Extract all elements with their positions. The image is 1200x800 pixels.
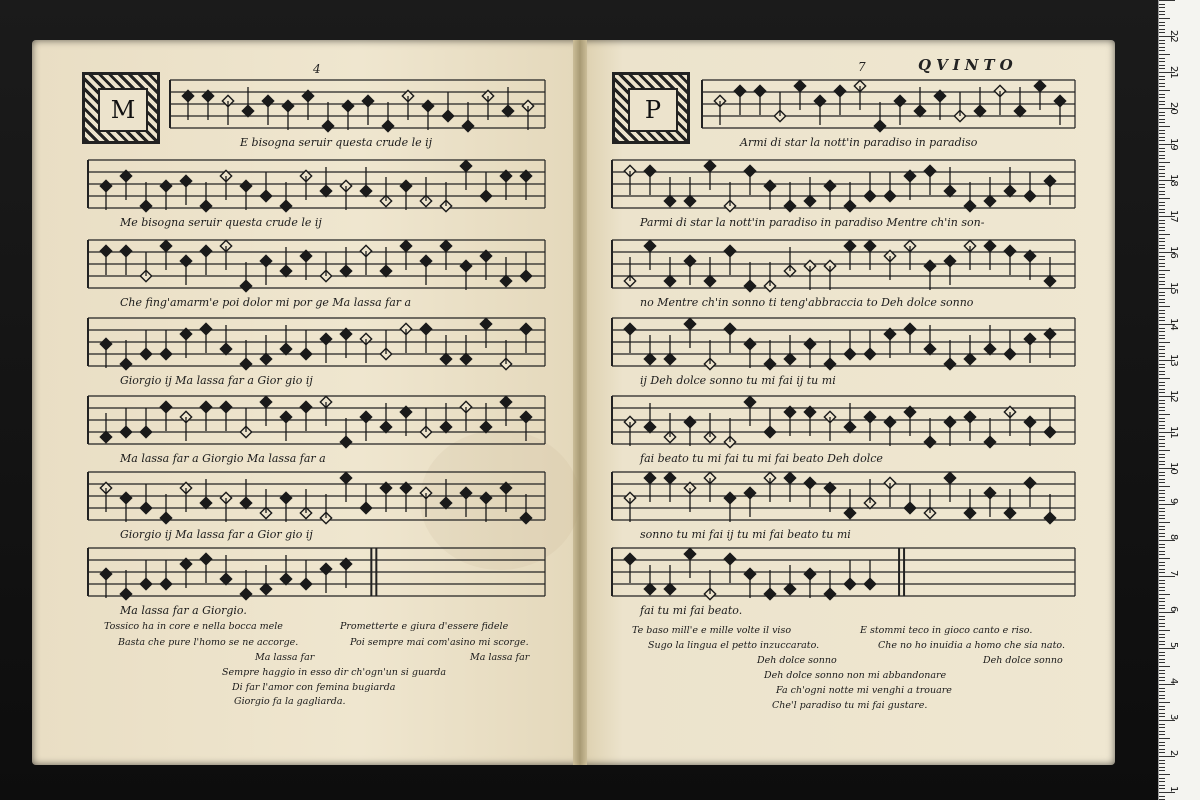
ruler-tick [1159,270,1170,271]
ruler-tick [1159,565,1165,566]
ruler-tick [1159,61,1165,62]
ruler-tick [1159,634,1165,635]
ruler-tick [1159,389,1165,390]
ruler-tick [1159,601,1165,602]
ruler-tick [1159,623,1165,624]
ruler-number: 20 [1168,102,1179,115]
ruler-tick [1159,641,1165,642]
ruler-tick [1159,526,1165,527]
ruler-tick [1159,54,1170,55]
ruler-tick [1159,533,1165,534]
ruler-tick [1159,680,1165,681]
ruler-tick [1159,18,1170,19]
left-page-number: 4 [313,62,321,76]
ruler-tick [1159,191,1165,192]
ruler-tick [1159,155,1165,156]
ruler-number: 10 [1168,462,1179,475]
ruler-number: 9 [1168,498,1179,505]
ruler-number: 7 [1168,570,1179,577]
ruler-tick [1159,666,1170,667]
ruler-tick [1159,162,1170,163]
ruler-tick [1159,605,1165,606]
ruler-tick [1159,652,1165,653]
ruler-tick [1159,608,1165,609]
ruler-number: 12 [1168,390,1179,403]
ruler-tick [1159,263,1165,264]
ruler-tick [1159,403,1165,404]
ruler-tick [1159,43,1165,44]
ruler-tick [1159,587,1165,588]
lyric-line: E bisogna seruir questa crude le ij [240,136,433,149]
ruler-tick [1159,292,1165,293]
ruler-tick [1159,544,1165,545]
ruler-tick [1159,500,1165,501]
lyric-line: sonno tu mi fai ij tu mi fai beato tu mi [640,528,851,541]
verse-line: Di far l'amor con femina bugiarda [232,682,396,693]
ruler-tick [1159,486,1170,487]
ruler-tick [1159,299,1165,300]
ruler-tick [1159,619,1165,620]
ruler-tick [1159,472,1165,473]
right-page-number: 7 [858,60,866,74]
ruler-tick [1159,32,1165,33]
verse-line: Deh dolce sonno [757,655,837,666]
ruler-tick [1159,248,1165,249]
ruler-tick [1159,295,1165,296]
ruler-tick [1159,414,1170,415]
ruler-tick [1159,774,1170,775]
verse-line: Ma lassa far [470,652,530,663]
ruler-tick [1159,659,1165,660]
ruler-tick [1159,176,1165,177]
ruler-tick [1159,457,1165,458]
ruler-number: 6 [1168,606,1179,613]
ruler-tick [1159,122,1165,123]
lyric-line: Giorgio ij Ma lassa far a Gior gio ij [120,374,313,387]
ruler-tick [1159,367,1165,368]
ruler-tick [1159,439,1165,440]
ruler-tick [1159,461,1165,462]
ruler-tick [1159,245,1165,246]
ruler-tick [1159,310,1165,311]
ruler-tick [1159,713,1165,714]
ruler-number: 8 [1168,534,1179,541]
ruler-tick [1159,4,1165,5]
lyric-line: fai beato tu mi fai tu mi fai beato Deh dolce [640,452,883,465]
ruler-tick [1159,479,1165,480]
ruler-tick [1159,166,1165,167]
lyric-line: Me bisogna seruir questa crude le ij [120,216,322,229]
ruler-tick [1159,644,1165,645]
ruler-tick [1159,47,1165,48]
ruler-tick [1159,328,1165,329]
ruler-tick [1159,227,1165,228]
ruler-tick [1159,490,1165,491]
ruler-number: 18 [1168,174,1179,187]
ruler-tick [1159,522,1170,523]
ruler-tick [1159,738,1170,739]
ruler-tick [1159,277,1165,278]
ruler-tick [1159,695,1165,696]
verse-line: Tossico ha in core e nella bocca mele [104,621,283,632]
ruler-tick [1159,241,1165,242]
ruler-tick [1159,749,1165,750]
ruler-tick [1159,115,1165,116]
ruler-tick [1159,731,1165,732]
lyric-line: Ma lassa far a Giorgio. [120,604,247,617]
ruler-tick [1159,443,1165,444]
ruler-tick [1159,209,1165,210]
ruler-tick [1159,184,1165,185]
ruler-tick [1159,724,1165,725]
ruler-tick [1159,58,1165,59]
ruler-number: 17 [1168,210,1179,223]
ruler-tick [1159,475,1165,476]
lyric-line: Parmi di star la nott'in paradiso in paradiso Mentre ch'in son- [640,216,985,229]
ruler-tick [1159,482,1165,483]
ruler-tick [1159,364,1165,365]
ruler-tick [1159,202,1165,203]
ruler-tick [1159,788,1165,789]
ruler-tick [1159,778,1165,779]
ruler-number: 21 [1168,66,1179,79]
ruler-tick [1159,785,1165,786]
ruler-tick [1159,518,1165,519]
ruler-tick [1159,421,1165,422]
ruler-tick [1159,580,1165,581]
ruler-tick [1159,598,1165,599]
ruler-tick [1159,104,1165,105]
ruler-tick [1159,734,1165,735]
ruler-tick [1159,796,1165,797]
ruler-tick [1159,626,1165,627]
ruler-number: 2 [1168,750,1179,757]
ruler-tick [1159,284,1165,285]
ruler-tick [1159,702,1170,703]
ruler-tick [1159,616,1165,617]
ruler-tick [1159,130,1165,131]
lyric-line: Giorgio ij Ma lassa far a Gior gio ij [120,528,313,541]
ruler-tick [1159,40,1165,41]
ruler-tick [1159,158,1165,159]
ruler-tick [1159,126,1170,127]
ruler-tick [1159,655,1165,656]
ruler-tick [1159,709,1165,710]
ruler-tick [1159,752,1165,753]
ruler-tick [1159,137,1165,138]
ruler-tick [1159,385,1165,386]
ruler-tick [1159,148,1165,149]
ruler-tick [1159,515,1165,516]
ruler-tick [1159,551,1165,552]
ruler-tick [1159,767,1165,768]
ruler-tick [1159,706,1165,707]
ruler-tick [1159,400,1165,401]
ruler-tick [1159,378,1170,379]
ruler-tick [1159,173,1165,174]
ruler-tick [1159,331,1165,332]
lyric-line: fai tu mi fai beato. [640,604,743,617]
ruler-tick [1159,112,1165,113]
ruler-tick [1159,234,1170,235]
lyric-line: no Mentre ch'in sonno ti teng'abbraccia to Deh dolce sonno [640,296,974,309]
ruler-tick [1159,691,1165,692]
ruler-number: 19 [1168,138,1179,151]
part-title: QVINTO [918,56,1018,74]
initial-letter-right: P [628,88,678,132]
verse-line: Te baso mill'e e mille volte il viso [632,625,792,636]
ruler-tick [1159,97,1165,98]
ruler-tick [1159,536,1165,537]
ruler-tick [1159,338,1165,339]
ruler-tick [1159,630,1170,631]
ruler-tick [1159,256,1165,257]
ruler-tick [1159,511,1165,512]
ruler-tick [1159,418,1165,419]
ruler-tick [1159,382,1165,383]
ruler-tick [1159,590,1165,591]
ruler-tick [1159,716,1165,717]
ruler-tick [1159,677,1165,678]
ruler-tick [1159,464,1165,465]
ruler-number: 16 [1168,246,1179,259]
ruler-tick [1159,356,1165,357]
ruler-tick [1159,353,1165,354]
verse-line: Ma lassa far [255,652,315,663]
ruler-tick [1159,450,1170,451]
ruler-tick [1159,454,1165,455]
ruler-tick [1159,230,1165,231]
ruler-tick [1159,497,1165,498]
ruler-tick [1159,140,1165,141]
verse-line: Che no ho inuidia a homo che sia nato. [878,640,1065,651]
ruler-tick [1159,281,1165,282]
ruler-tick [1159,94,1165,95]
ruler-tick [1159,508,1165,509]
ruler-tick [1159,50,1165,51]
ruler-tick [1159,637,1165,638]
ruler-tick [1159,313,1165,314]
ruler-number: 1 [1168,786,1179,793]
ruler-tick [1159,554,1165,555]
ruler-tick [1159,410,1165,411]
ruler-tick [1159,25,1165,26]
ruler-number: 3 [1168,714,1179,721]
lyric-line: Che fing'amarm'e poi dolor mi por ge Ma lassa far a [120,296,412,309]
ruler-tick [1159,7,1165,8]
verse-line: Che'l paradiso tu mi fai gustare. [772,700,928,711]
ruler-tick [1159,223,1165,224]
ruler-tick [1159,547,1165,548]
ruler-number: 5 [1168,642,1179,649]
ruler-tick [1159,320,1165,321]
ruler-tick [1159,407,1165,408]
ruler-tick [1159,22,1165,23]
ruler-tick [1159,11,1165,12]
measuring-ruler [1158,0,1200,800]
verse-line: Deh dolce sonno non mi abbandonare [764,670,947,681]
ruler-tick [1159,346,1165,347]
ruler-tick [1159,572,1165,573]
ruler-tick [1159,688,1165,689]
ruler-number: 11 [1168,426,1179,439]
ruler-tick [1159,83,1165,84]
ruler-tick [1159,594,1170,595]
ruler-tick [1159,0,1175,1]
ruler-tick [1159,562,1165,563]
verse-line: Basta che pure l'homo se ne accorge. [118,637,299,648]
ruler-tick [1159,302,1165,303]
ruler-tick [1159,187,1165,188]
initial-letter-left: M [98,88,148,132]
verse-line: Prometterte e giura d'essere fidele [340,621,509,632]
ruler-number: 22 [1168,30,1179,43]
ruler-tick [1159,86,1165,87]
ruler-tick [1159,212,1165,213]
ruler-tick [1159,392,1165,393]
ruler-tick [1159,436,1165,437]
ruler-number: 15 [1168,282,1179,295]
ruler-tick [1159,558,1170,559]
ruler-tick [1159,266,1165,267]
ruler-tick [1159,14,1165,15]
verse-line: Giorgio fa la gagliarda. [234,696,346,707]
ruler-tick [1159,781,1165,782]
ruler-tick [1159,198,1170,199]
ruler-tick [1159,583,1165,584]
ruler-tick [1159,673,1165,674]
ruler-number: 13 [1168,354,1179,367]
ruler-tick [1159,101,1165,102]
verse-line: Deh dolce sonno [983,655,1063,666]
ruler-tick [1159,770,1165,771]
ruler-tick [1159,90,1170,91]
ruler-tick [1159,428,1165,429]
verse-line: Sugo la lingua el petto inzuccarato. [648,640,820,651]
ruler-tick [1159,763,1165,764]
lyric-line: Armi di star la nott'in paradiso in paradiso [740,136,978,149]
ruler-tick [1159,169,1165,170]
ruler-tick [1159,529,1165,530]
ruler-tick [1159,79,1165,80]
ruler-tick [1159,133,1165,134]
ruler-tick [1159,306,1170,307]
ruler-tick [1159,194,1165,195]
ruler-tick [1159,29,1165,30]
ruler-tick [1159,670,1165,671]
lyric-line: ij Deh dolce sonno tu mi fai ij tu mi [640,374,836,387]
ruler-tick [1159,662,1165,663]
ruler-tick [1159,238,1165,239]
lyric-line: Ma lassa far a Giorgio Ma lassa far a [120,452,326,465]
verse-line: Sempre haggio in esso dir ch'ogn'un si guarda [222,667,447,678]
ruler-tick [1159,371,1165,372]
ruler-tick [1159,205,1165,206]
ruler-tick [1159,493,1165,494]
ruler-number: 14 [1168,318,1179,331]
ruler-tick [1159,374,1165,375]
ruler-tick [1159,760,1165,761]
ruler-tick [1159,317,1165,318]
ruler-tick [1159,151,1165,152]
ruler-tick [1159,425,1165,426]
verse-line: E stommi teco in gioco canto e riso. [860,625,1033,636]
verse-line: Poi sempre mai com'asino mi scorge. [350,637,529,648]
ruler-tick [1159,259,1165,260]
ruler-tick [1159,745,1165,746]
ruler-tick [1159,742,1165,743]
ruler-tick [1159,274,1165,275]
ruler-number: 4 [1168,678,1179,685]
ruler-tick [1159,349,1165,350]
ruler-tick [1159,446,1165,447]
ruler-tick [1159,698,1165,699]
ruler-tick [1159,220,1165,221]
verse-line: Fa ch'ogni notte mi venghi a trouare [776,685,952,696]
ruler-tick [1159,65,1165,66]
ruler-tick [1159,119,1165,120]
ruler-tick [1159,68,1165,69]
ruler-tick [1159,335,1165,336]
ruler-tick [1159,76,1165,77]
ruler-tick [1159,727,1165,728]
ruler-tick [1159,569,1165,570]
ruler-tick [1159,342,1170,343]
